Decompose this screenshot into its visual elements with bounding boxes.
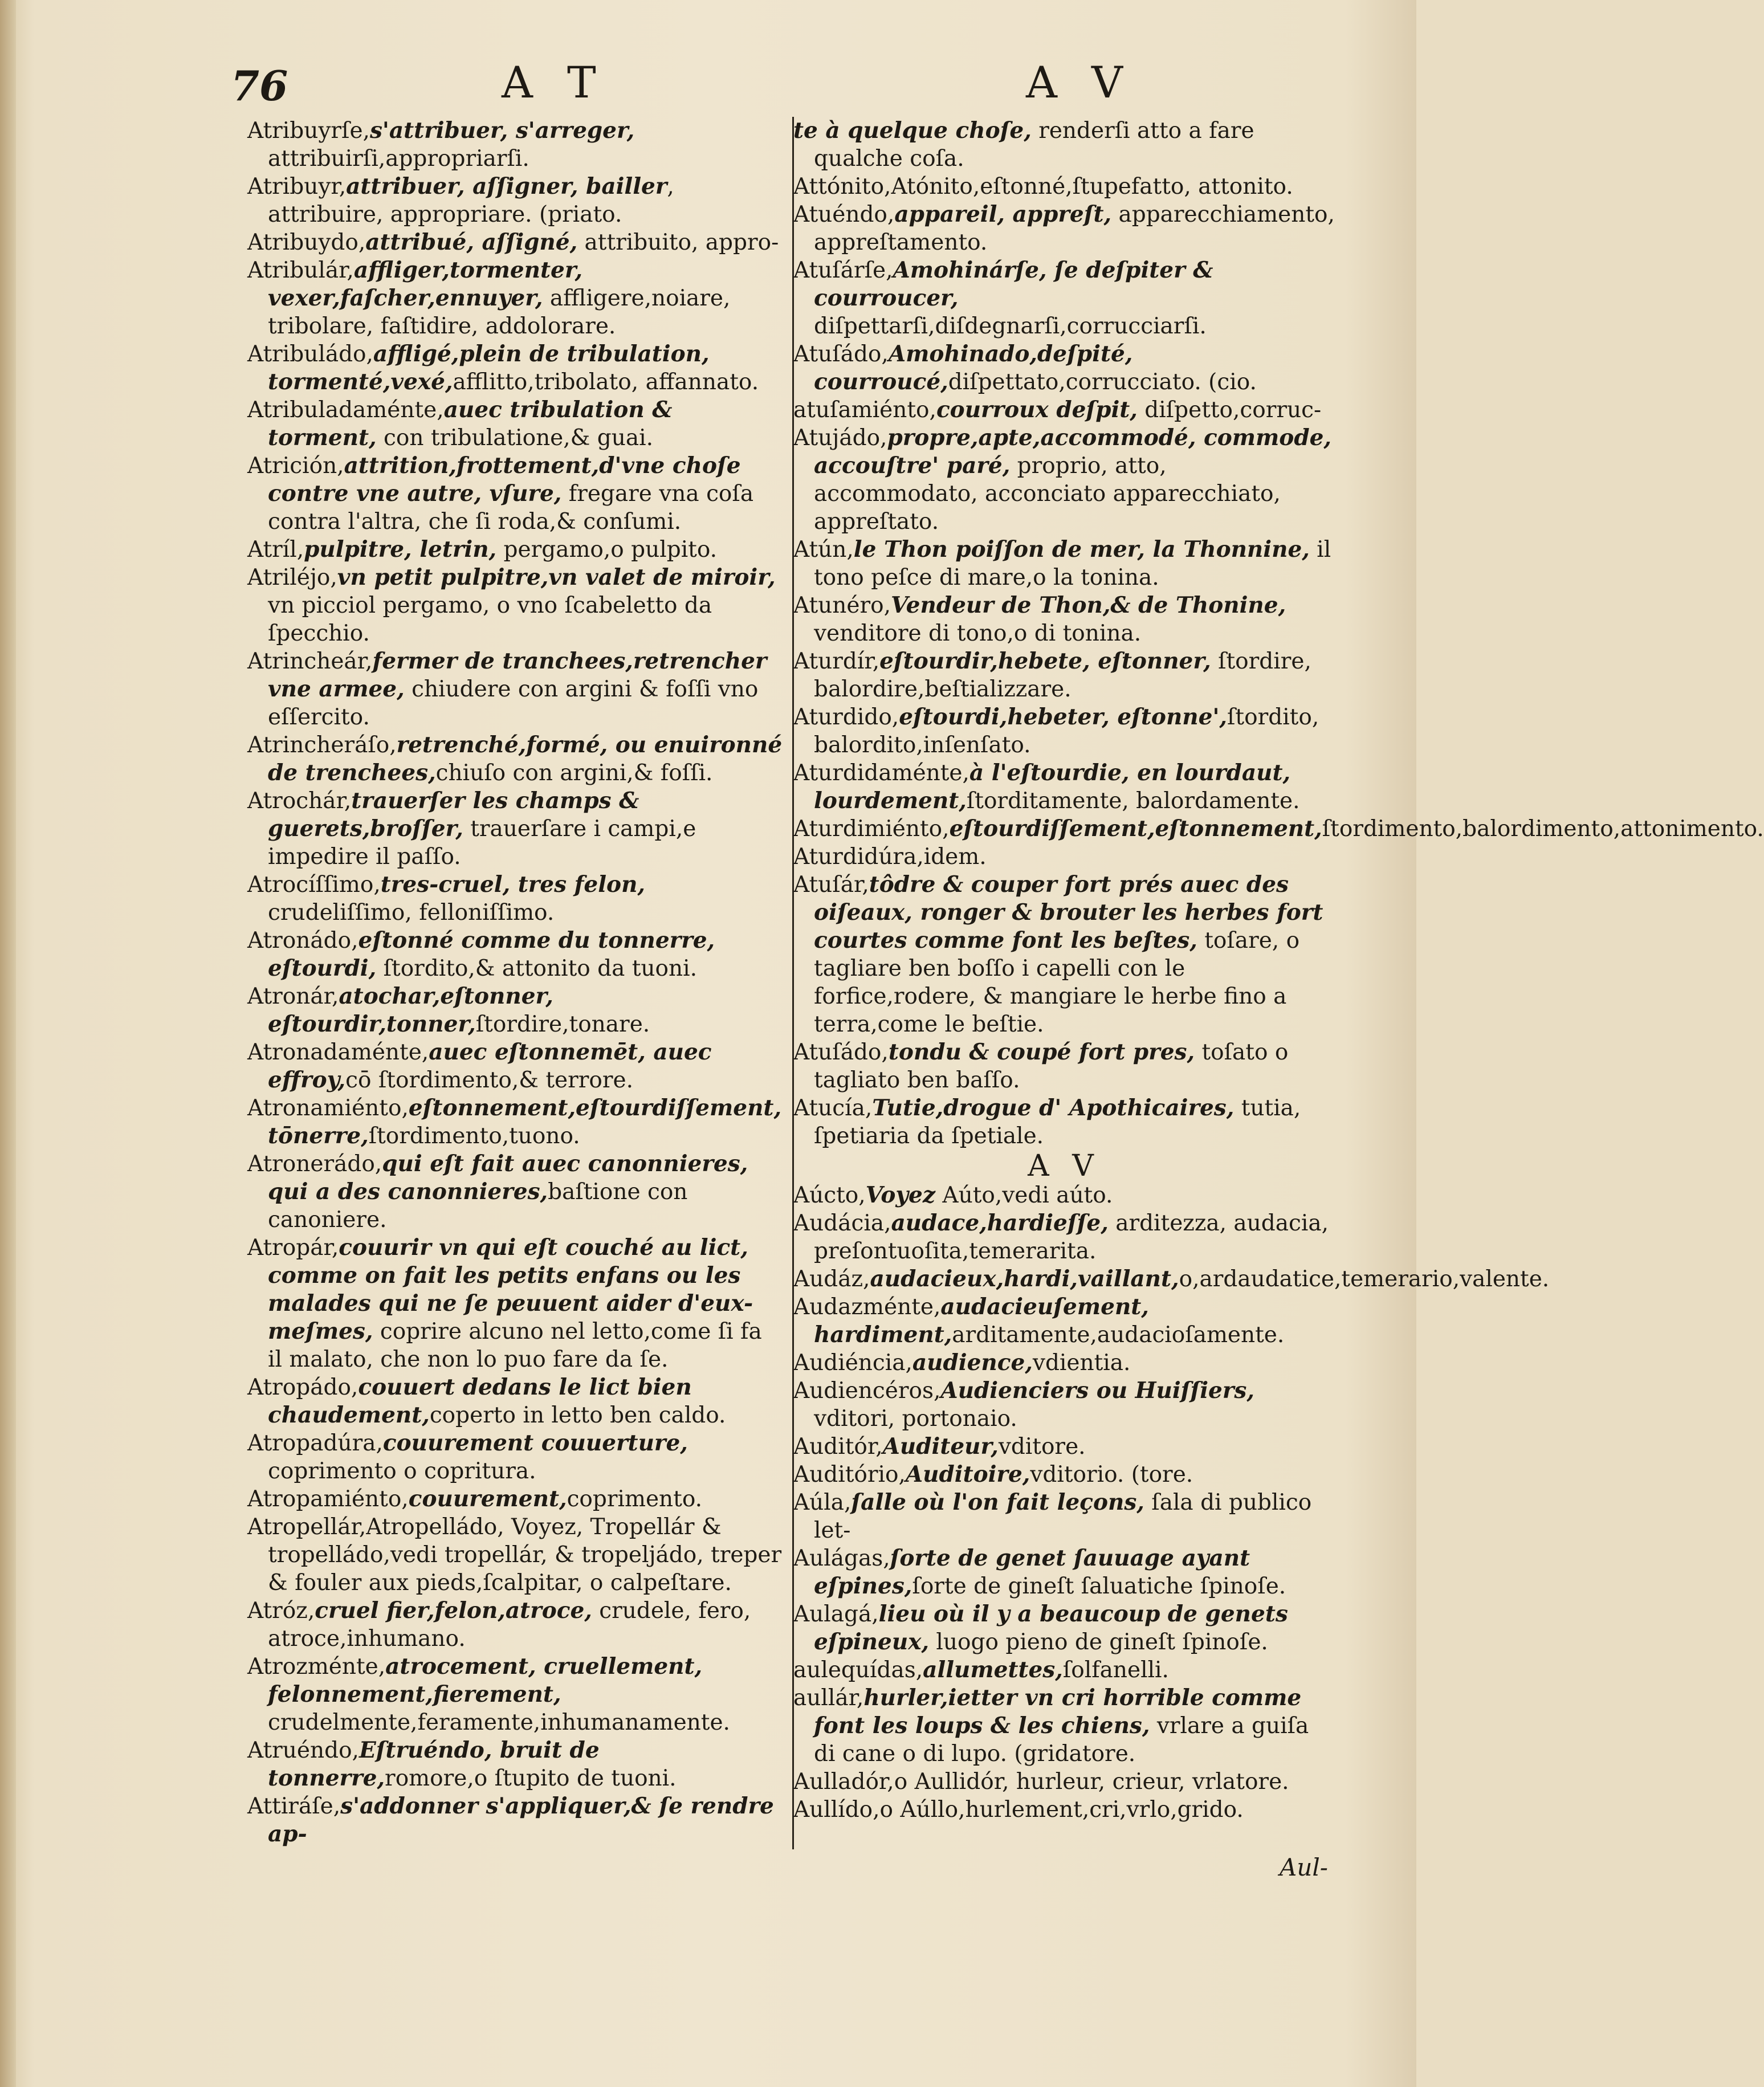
dictionary-entry (793, 592, 1335, 647)
headword: Atrozménte, (247, 1654, 386, 1680)
dictionary-entry (247, 1234, 783, 1373)
italian-gloss: cō ſtordimento,& terrore. (345, 1067, 634, 1093)
french-gloss: propre,apte,accommodé, commode, accouſtre' paré, (814, 425, 1331, 479)
dictionary-entry (247, 173, 783, 229)
headword: Atribuyrſe, (247, 118, 370, 144)
french-gloss: hurler,ietter vn cri horrible comme font les loups & les chiens, (814, 1685, 1302, 1739)
french-gloss: allumettes, (923, 1657, 1063, 1683)
french-gloss: Tutie,drogue d' Apothicaires, (872, 1095, 1235, 1121)
dictionary-entry (247, 340, 783, 396)
italian-gloss: afflitto,tribolato, affannato. (453, 369, 759, 395)
italian-gloss: renderſi atto a fare qualche coſa. (814, 118, 1254, 172)
headword: aullár, (793, 1685, 864, 1711)
italian-gloss: baſtione con canoniere. (268, 1179, 688, 1233)
french-gloss: eſtourdiſſement,eſtonnement, (949, 816, 1322, 842)
dictionary-entry (247, 1485, 783, 1513)
headword: Atuéndo, (793, 202, 895, 227)
headword: Atribulár, (247, 258, 354, 283)
dictionary-entry (793, 1600, 1335, 1656)
dictionary-entry (247, 1373, 783, 1429)
dictionary-entry (247, 1038, 783, 1094)
headword: Audiéncia, (793, 1350, 912, 1376)
french-gloss: audience, (912, 1350, 1033, 1376)
italian-gloss: ſtorditamente, balordamente. (966, 788, 1300, 814)
italian-gloss: attribuirſi,appropriarſi. (268, 146, 529, 172)
dictionary-entry (247, 229, 783, 256)
headword: Atropellár, (247, 1514, 366, 1540)
french-gloss: Audienciers ou Huiſſiers, (940, 1377, 1254, 1404)
italian-gloss: coperto in letto ben caldo. (429, 1403, 726, 1428)
italian-gloss: arditezza, audacia, preſontuoſita,temerarita. (814, 1210, 1329, 1264)
dictionary-entry (793, 871, 1335, 1038)
italian-gloss: o Aúllo,hurlement,cri,vrlo,grido. (879, 1797, 1244, 1823)
headword: Atrochár, (247, 788, 352, 814)
italian-gloss: vditore. (998, 1434, 1086, 1460)
italian-gloss: coprimento. (567, 1486, 703, 1512)
french-gloss: vn petit pulpitre,vn valet de miroir, (337, 564, 776, 590)
dictionary-entry (247, 647, 783, 731)
italian-gloss: Atropelládo, Voyez, Tropellár & tropelládo,vedi tropellár, & tropeljádo, treper & fouler aux pieds,ſcalpitar, o calpeſtare. (268, 1514, 782, 1596)
dictionary-entry (247, 396, 783, 452)
right-column (793, 117, 1764, 1824)
french-gloss: eſtourdi,hebeter, eſtonne', (899, 704, 1227, 730)
italian-gloss: chiuſo con argini,& foſſi. (435, 760, 713, 786)
french-gloss: Auditoire, (905, 1461, 1030, 1487)
headword: Atujádo, (793, 425, 887, 451)
headword: Audiencéros, (793, 1378, 941, 1404)
headword: Atuſárſe, (793, 258, 893, 283)
dictionary-entry (247, 117, 783, 173)
french-gloss: Auditeur, (882, 1433, 999, 1460)
dictionary-entry (793, 703, 1335, 759)
italian-gloss: apparecchiamento, appreſtamento. (814, 202, 1335, 255)
headword: Audazménte, (793, 1294, 941, 1320)
italian-gloss: o Aullidór, hurleur, crieur, vrlatore. (894, 1769, 1289, 1795)
italian-gloss: crudeliſſimo, felloniſſimo. (268, 900, 555, 926)
dictionary-entry (793, 1038, 1335, 1094)
french-gloss: Amohinárſe, ſe deſpiter & courroucer, (814, 257, 1213, 311)
dictionary-entry (793, 1489, 1335, 1544)
italian-gloss: idem. (923, 844, 987, 870)
headword: Atuſádo, (793, 1040, 889, 1065)
dictionary-entry (793, 117, 1335, 173)
italian-gloss: Aúto,vedi aúto. (935, 1183, 1113, 1208)
headword: Aturdido, (793, 704, 899, 730)
dictionary-entry (793, 1094, 1335, 1150)
french-gloss: courroux deſpit, (936, 397, 1138, 423)
french-gloss: auec tribulation & torment, (268, 397, 673, 451)
french-gloss: retrenché,formé, ou enuironné de trenchees, (268, 732, 783, 786)
italian-gloss: coprire alcuno nel letto,come ſi fa il malato, che non lo puo fare da ſe. (268, 1319, 762, 1372)
italian-gloss: ſtordire,tonare. (475, 1012, 650, 1037)
french-gloss: affligé,plein de tribulation, tormenté,vexé, (268, 341, 710, 395)
italian-gloss: affligere,noiare, tribolare, faſtidire, addolorare. (268, 286, 731, 339)
italian-gloss: ſtordimento,tuono. (368, 1123, 580, 1149)
italian-gloss: trauerſare i campi,e impedire il paſſo. (268, 816, 696, 870)
french-gloss: eſtonné comme du tonnerre, eſtourdi, (268, 927, 715, 981)
italian-gloss: o,ardaudatice,temerario,valente. (1179, 1266, 1550, 1292)
french-gloss: s'attribuer, s'arreger, (369, 117, 635, 144)
dictionary-entry (793, 1377, 1335, 1433)
dictionary-entry (247, 871, 783, 927)
dictionary-entry (793, 1209, 1335, 1265)
italian-gloss: chiudere con argini & foſſi vno eſſercito. (268, 676, 759, 730)
italian-gloss: ſtordimento,balordimento,attonimento. (1322, 816, 1764, 842)
dictionary-entry (247, 1150, 783, 1234)
dictionary-entry (793, 1433, 1335, 1461)
dictionary-entry (793, 1796, 1335, 1824)
headword: Atropádo, (247, 1375, 358, 1400)
french-gloss: couurement couuerture, (382, 1430, 688, 1456)
dictionary-entry (793, 1461, 1335, 1489)
french-gloss: couurement, (408, 1486, 567, 1512)
dictionary-entry (793, 1684, 1335, 1768)
italian-gloss: vdientia. (1032, 1350, 1131, 1376)
headword: Aulladór, (793, 1769, 894, 1795)
dictionary-entry (793, 1656, 1335, 1684)
italian-gloss: proprio, atto, accommodato, acconciato apparecchiato, appreſtato. (814, 453, 1281, 535)
french-gloss: cruel fier,felon,atroce, (315, 1597, 592, 1624)
french-gloss: tondu & coupé fort pres, (888, 1039, 1195, 1065)
headword: Atronádo, (247, 928, 358, 953)
dictionary-entry (247, 564, 783, 647)
headword: Aullído, (793, 1797, 880, 1823)
headword: Atríl, (247, 537, 304, 562)
headword: Atronadaménte, (247, 1040, 429, 1065)
french-gloss: te à quelque choſe, (793, 117, 1032, 144)
italian-gloss: vditorio. (tore. (1030, 1462, 1193, 1487)
french-gloss: pulpitre, letrin, (304, 536, 497, 562)
french-gloss: lieu où il y a beaucoup de genets eſpineux, (814, 1601, 1288, 1655)
headword: aulequídas, (793, 1657, 923, 1683)
headword: Atróz, (247, 1598, 315, 1624)
italian-gloss: diſpettarſi,diſdegnarſi,corrucciarſi. (814, 313, 1207, 339)
dictionary-entry (247, 927, 783, 983)
italian-gloss: vrlare a guiſa di cane o di lupo. (gridatore. (814, 1713, 1309, 1767)
french-gloss: couurir vn qui eſt couché au lict, comme on fait les petits enfans ou les malades qui ne ſe peuuent aider d'eux-meſmes, (268, 1234, 753, 1344)
italian-gloss: vn picciol pergamo, o vno ſcabeletto da ſpecchio. (268, 593, 712, 646)
headword: Atronamiénto, (247, 1095, 409, 1121)
headword: Atropár, (247, 1235, 339, 1261)
french-gloss: tres-cruel, tres felon, (380, 871, 646, 898)
french-gloss: Voyez (865, 1182, 936, 1208)
french-gloss: atrocement, cruellement, felonnement,fierement, (268, 1653, 703, 1707)
headword: Aúla, (793, 1490, 852, 1515)
french-gloss: tôdre & couper fort prés auec des oiſeaux, ronger & brouter les herbes fort courtes comme font les beſtes, (814, 871, 1323, 953)
french-gloss: trauerſer les champs & guerets,broſſer, (268, 788, 639, 842)
french-gloss: à l'eſtourdie, en lourdaut, lourdement, (814, 760, 1291, 814)
french-gloss: attribuer, aſſigner, bailler (346, 173, 667, 199)
dictionary-entry (793, 647, 1335, 703)
italian-gloss: coprimento o copritura. (268, 1458, 536, 1484)
headword: Atucía, (793, 1095, 873, 1121)
italian-gloss: ſolfanelli. (1062, 1657, 1169, 1683)
french-gloss: audacieuſement, hardiment, (814, 1294, 1149, 1348)
french-gloss: le Thon poiſſon de mer, la Thonnine, (853, 536, 1310, 562)
french-gloss: s'addonner s'appliquer,& ſe rendre ap- (268, 1793, 774, 1847)
italian-gloss: ſtordito,& attonito da tuoni. (376, 956, 698, 981)
french-gloss: eſtonnement,eſtourdiſſement, tōnerre, (268, 1095, 782, 1149)
italian-gloss: il tono peſce di mare,o la tonina. (814, 537, 1331, 590)
running-head-right: A V (1026, 57, 1133, 108)
italian-gloss: ſala di publico let- (814, 1490, 1312, 1543)
dictionary-entry (793, 759, 1335, 815)
dictionary-entry (247, 452, 783, 536)
dictionary-entry (793, 424, 1335, 536)
headword: Aturdír, (793, 649, 880, 674)
headword: Atún, (793, 537, 854, 562)
headword: Attónito, (793, 174, 891, 199)
french-gloss: qui eſt fait auec canonnieres, qui a des canonnieres, (268, 1151, 748, 1205)
catchword: Aul- (1279, 1853, 1328, 1881)
headword: Aturdidaménte, (793, 760, 969, 786)
dictionary-entry (793, 815, 1764, 843)
headword: Atrocíſſimo, (247, 872, 381, 898)
french-gloss: audace,hardieſſe, (891, 1210, 1109, 1236)
section-heading: A V (1028, 1149, 1101, 1183)
dictionary-entry (793, 340, 1335, 396)
headword: Aulagá, (793, 1601, 879, 1627)
dictionary-entry (793, 1265, 1550, 1293)
dictionary-entry (247, 787, 783, 871)
italian-gloss: fregare vna coſa contra l'altra, che ſi roda,& conſumi. (268, 481, 754, 535)
italian-gloss: crudelmente,feramente,inhumanamente. (268, 1710, 730, 1735)
italian-gloss: ſtordito, balordito,inſenſato. (814, 704, 1319, 758)
dictionary-entry (247, 1429, 783, 1485)
italian-gloss: ſtordire, balordire,beſtializzare. (814, 649, 1311, 702)
french-gloss: appareil, appreſt, (894, 201, 1112, 227)
french-gloss: ſalle où l'on fait leçons, (851, 1489, 1144, 1515)
page-number: 76 (231, 62, 288, 110)
dictionary-entry (247, 1792, 783, 1848)
italian-gloss: romore,o ſtupito de tuoni. (385, 1766, 677, 1791)
dictionary-entry (793, 173, 1335, 201)
headword: Atronár, (247, 984, 339, 1009)
french-gloss: Eſtruéndo, bruit de tonnerre, (268, 1737, 600, 1791)
dictionary-entry (247, 1094, 783, 1150)
french-gloss: couuert dedans le lict bien chaudement, (268, 1374, 692, 1428)
headword: atuſamiénto, (793, 397, 936, 423)
italian-gloss: Atónito,eſtonné,ſtupefatto, attonito. (891, 174, 1293, 199)
headword: Atuſádo, (793, 341, 889, 367)
dictionary-entry (247, 731, 783, 787)
italian-gloss: diſpetto,corruc- (1137, 397, 1322, 423)
headword: Aturdimiénto, (793, 816, 950, 842)
dictionary-entry (793, 1768, 1335, 1796)
french-gloss: attrition,frottement,d'vne choſe contre vne autre, vſure, (268, 453, 741, 507)
french-gloss: Amohinado,deſpité, courroucé, (814, 341, 1133, 395)
headword: Aturdidúra, (793, 844, 924, 870)
italian-gloss: toſato o tagliato ben baſſo. (814, 1040, 1289, 1093)
running-head-left: A T (502, 57, 606, 108)
headword: Aúcto, (793, 1183, 866, 1208)
french-gloss: atochar,eſtonner, eſtourdir,tonner, (268, 983, 553, 1037)
french-gloss: Vendeur de Thon,& de Thonine, (891, 592, 1286, 618)
italian-gloss: ſorte de gineſt ſaluatiche ſpinoſe. (912, 1574, 1286, 1599)
french-gloss: auec eſtonnemēt, auec effroy, (268, 1039, 712, 1093)
italian-gloss: vditori, portonaio. (814, 1406, 1017, 1432)
dictionary-entry (793, 1181, 1335, 1209)
dictionary-entry (247, 1597, 783, 1653)
headword: Audáz, (793, 1266, 870, 1292)
headword: Audácia, (793, 1210, 891, 1236)
dictionary-entry (793, 1349, 1335, 1377)
italian-gloss: con tribulatione,& guai. (376, 425, 653, 451)
italian-gloss: arditamente,audacioſamente. (952, 1322, 1285, 1348)
dictionary-entry (793, 1293, 1335, 1349)
italian-gloss: venditore di tono,o di tonina. (814, 621, 1142, 646)
headword: Atribuládo, (247, 341, 373, 367)
headword: Atronerádo, (247, 1151, 382, 1177)
headword: Atribuydo, (247, 230, 366, 255)
italian-gloss: crudele, fero, atroce,inhumano. (268, 1598, 751, 1652)
headword: Atuſár, (793, 872, 869, 898)
dictionary-entry (793, 1544, 1335, 1600)
italian-gloss: luogo pieno de gineſt ſpinoſe. (929, 1629, 1268, 1655)
headword: Atriléjo, (247, 565, 337, 590)
headword: Attiráſe, (247, 1793, 341, 1819)
italian-gloss: attribuito, appro- (577, 230, 779, 255)
headword: Auditór, (793, 1434, 883, 1460)
italian-gloss: pergamo,o pulpito. (496, 537, 718, 562)
dictionary-entry (247, 1737, 783, 1792)
headword: Atropadúra, (247, 1430, 383, 1456)
dictionary-entry (793, 536, 1335, 592)
french-gloss: attribué, aſſigné, (365, 229, 578, 255)
french-gloss: audacieux,hardi,vaillant, (870, 1266, 1179, 1292)
dictionary-entry (793, 843, 1335, 871)
dictionary-entry (247, 256, 783, 340)
french-gloss: fermer de tranchees,retrencher vne armee, (268, 648, 767, 702)
dictionary-entry (793, 201, 1335, 256)
french-gloss: affliger,tormenter, vexer,faſcher,ennuyer, (268, 257, 583, 311)
headword: Atribuyr, (247, 174, 347, 199)
headword: Atruéndo, (247, 1738, 359, 1763)
headword: Aulágas, (793, 1546, 890, 1571)
headword: Atrición, (247, 453, 344, 479)
headword: Atribuladaménte, (247, 397, 444, 423)
left-column (247, 117, 783, 1848)
headword: Atrincheár, (247, 649, 373, 674)
italian-gloss: tutia, ſpetiaria da ſpetiale. (814, 1095, 1301, 1149)
page-gutter (0, 0, 16, 2087)
dictionary-entry (793, 396, 1335, 424)
headword: Atropamiénto, (247, 1486, 409, 1512)
italian-gloss: diſpettato,corrucciato. (cio. (948, 369, 1257, 395)
dictionary-entry (247, 536, 783, 564)
headword: Auditório, (793, 1462, 906, 1487)
headword: Atrincheráſo, (247, 732, 397, 758)
dictionary-entry (247, 1653, 783, 1737)
italian-gloss: toſare, o tagliare ben boſſo i capelli con le forfice,rodere, & mangiare le herbe fino a terra,come le beſtie. (814, 928, 1300, 1037)
dictionary-entry (247, 983, 783, 1038)
dictionary-entry (247, 1513, 783, 1597)
french-gloss: eſtourdir,hebete, eſtonner, (879, 648, 1211, 674)
headword: Atunéro, (793, 593, 891, 618)
dictionary-entry (793, 256, 1335, 340)
italian-gloss: , attribuire, appropriare. (priato. (268, 174, 674, 227)
french-gloss: ſorte de genet ſauuage ayant eſpines, (814, 1545, 1250, 1599)
